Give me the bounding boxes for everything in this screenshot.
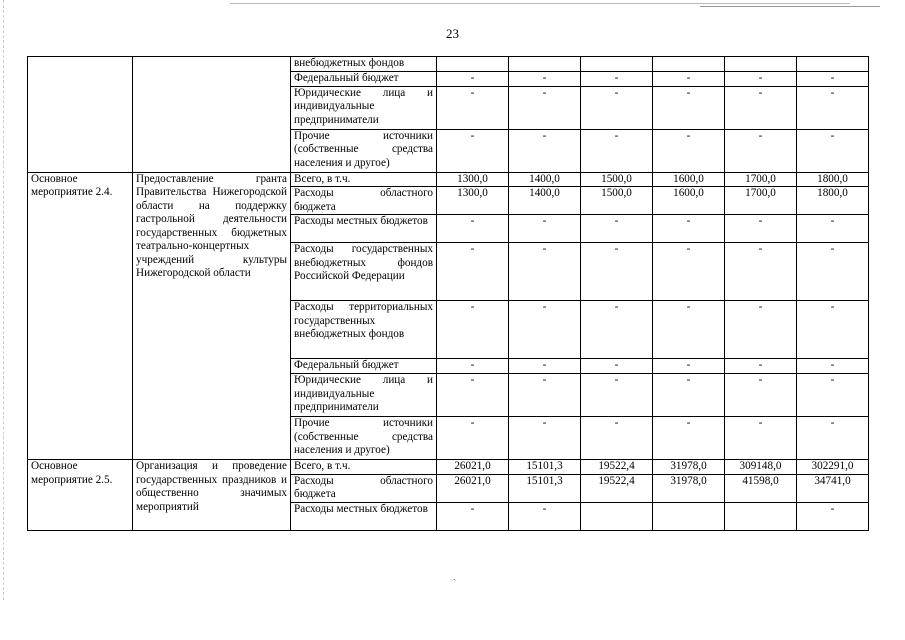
value-cell-year-2: - [509,374,581,417]
value-cell-year-3: - [581,359,653,374]
funding-source-cell: внебюджетных фондов [291,57,437,72]
value-cell-year-3: - [581,71,653,86]
value-cell-year-4: - [653,243,725,301]
value-cell-year-4: - [653,215,725,243]
value-cell-year-1: 26021,0 [437,474,509,502]
funding-source-cell: Прочие источники (собственные средства населения и другое) [291,129,437,172]
value-cell-year-6: - [797,502,869,530]
value-cell-year-2: 1400,0 [509,187,581,215]
value-cell-year-4 [653,502,725,530]
value-cell-year-5: - [725,215,797,243]
funding-source-cell: Прочие источники (собственные средства населения и другое) [291,417,437,460]
value-cell-year-3 [581,502,653,530]
value-cell-year-6: - [797,359,869,374]
value-cell-year-6: 1800,0 [797,187,869,215]
activity-cell [28,57,133,173]
value-cell-year-6: 1800,0 [797,172,869,187]
scan-left-edge [3,0,4,600]
value-cell-year-3: - [581,374,653,417]
value-cell-year-5: - [725,86,797,129]
value-cell-year-2: 15101,3 [509,474,581,502]
value-cell-year-1: - [437,71,509,86]
funding-source-cell: Расходы местных бюджетов [291,502,437,530]
value-cell-year-4: - [653,417,725,460]
funding-source-cell: Всего, в т.ч. [291,460,437,475]
description-cell: Организация и проведение государственных праздников и общественно значимых мероприятий [133,460,291,531]
value-cell-year-1 [437,57,509,72]
value-cell-year-6: 34741,0 [797,474,869,502]
funding-source-cell: Расходы местных бюджетов [291,215,437,243]
value-cell-year-5: - [725,359,797,374]
value-cell-year-2: - [509,129,581,172]
value-cell-year-2 [509,57,581,72]
value-cell-year-5: 41598,0 [725,474,797,502]
value-cell-year-4: 31978,0 [653,460,725,475]
value-cell-year-3: - [581,86,653,129]
value-cell-year-2: 15101,3 [509,460,581,475]
value-cell-year-4: - [653,374,725,417]
value-cell-year-3: 1500,0 [581,187,653,215]
value-cell-year-6: - [797,129,869,172]
value-cell-year-4: - [653,71,725,86]
value-cell-year-3: - [581,417,653,460]
value-cell-year-1: - [437,502,509,530]
value-cell-year-4: 1600,0 [653,172,725,187]
funding-source-cell: Федеральный бюджет [291,359,437,374]
funding-row [28,57,869,72]
value-cell-year-3: - [581,301,653,359]
value-cell-year-6: - [797,301,869,359]
value-cell-year-3: - [581,129,653,172]
funding-source-cell: Всего, в т.ч. [291,172,437,187]
value-cell-year-5: 1700,0 [725,187,797,215]
value-cell-year-3: 1500,0 [581,172,653,187]
description-cell [133,57,291,173]
value-cell-year-1: 26021,0 [437,460,509,475]
value-cell-year-1: 1300,0 [437,172,509,187]
value-cell-year-5: 1700,0 [725,172,797,187]
funding-source-cell: Юридические лица и индивидуальные предприниматели [291,374,437,417]
funding-source-cell: Расходы государственных внебюджетных фондов Российской Федерации [291,243,437,301]
value-cell-year-2: - [509,215,581,243]
value-cell-year-2: - [509,502,581,530]
value-cell-year-1: - [437,243,509,301]
value-cell-year-1: - [437,359,509,374]
value-cell-year-3: 19522,4 [581,460,653,475]
value-cell-year-5 [725,502,797,530]
funding-source-cell: Юридические лица и индивидуальные предприниматели [291,86,437,129]
scan-top-line [230,3,850,4]
value-cell-year-5: - [725,374,797,417]
value-cell-year-2: - [509,301,581,359]
value-cell-year-5: - [725,129,797,172]
value-cell-year-6: - [797,374,869,417]
value-cell-year-3: 19522,4 [581,474,653,502]
scan-top-line-secondary [700,6,880,7]
value-cell-year-6: - [797,417,869,460]
value-cell-year-2: - [509,417,581,460]
value-cell-year-6: - [797,86,869,129]
value-cell-year-4: - [653,129,725,172]
value-cell-year-6: - [797,243,869,301]
value-cell-year-4 [653,57,725,72]
value-cell-year-2: - [509,71,581,86]
budget-table [27,56,869,531]
value-cell-year-5: - [725,243,797,301]
value-cell-year-6: - [797,71,869,86]
activity-cell: Основное мероприятие 2.4. [28,172,133,460]
value-cell-year-4: 31978,0 [653,474,725,502]
value-cell-year-1: - [437,374,509,417]
scan-artifact: ˏ [453,570,457,581]
value-cell-year-4: 1600,0 [653,187,725,215]
value-cell-year-4: - [653,359,725,374]
value-cell-year-2: - [509,243,581,301]
budget-table-body [28,57,869,531]
funding-row [28,460,869,475]
value-cell-year-6: 302291,0 [797,460,869,475]
value-cell-year-1: - [437,417,509,460]
value-cell-year-1: 1300,0 [437,187,509,215]
value-cell-year-5 [725,57,797,72]
value-cell-year-1: - [437,215,509,243]
value-cell-year-2: - [509,86,581,129]
value-cell-year-1: - [437,86,509,129]
value-cell-year-5: - [725,71,797,86]
funding-source-cell: Расходы территориальных государственных внебюджетных фондов [291,301,437,359]
value-cell-year-5: - [725,417,797,460]
page-number: 23 [446,26,459,41]
value-cell-year-4: - [653,301,725,359]
value-cell-year-3: - [581,243,653,301]
value-cell-year-5: 309148,0 [725,460,797,475]
funding-source-cell: Федеральный бюджет [291,71,437,86]
value-cell-year-1: - [437,301,509,359]
activity-cell: Основное мероприятие 2.5. [28,460,133,531]
value-cell-year-3 [581,57,653,72]
value-cell-year-1: - [437,129,509,172]
value-cell-year-3: - [581,215,653,243]
value-cell-year-6: - [797,215,869,243]
funding-source-cell: Расходы областного бюджета [291,474,437,502]
value-cell-year-5: - [725,301,797,359]
value-cell-year-2: - [509,359,581,374]
funding-source-cell: Расходы областного бюджета [291,187,437,215]
description-cell: Предоставление гранта Правительства Нижегородской области на поддержку гастрольной деятельности государственных бюджетных театрально-концертных учреждений культуры Нижегородской области [133,172,291,460]
value-cell-year-4: - [653,86,725,129]
value-cell-year-2: 1400,0 [509,172,581,187]
funding-row [28,172,869,187]
value-cell-year-6 [797,57,869,72]
